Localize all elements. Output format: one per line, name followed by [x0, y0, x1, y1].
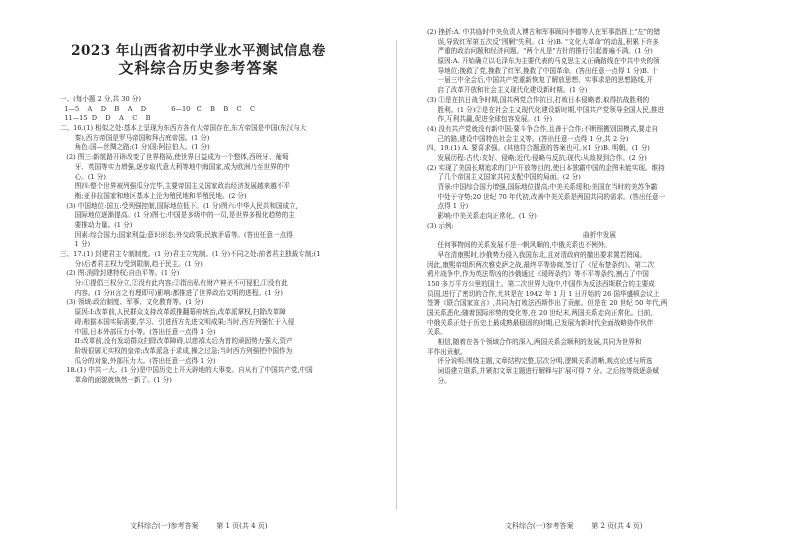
answer-line: (3) 中国地位:国五:受列强控制,国际地位低下。(1 分)图六:中华人民共和国成立, [60, 201, 298, 210]
answer-line: II:改革前,没有发动群众扫除改革障碍,以慈禧太后为首的顽固势力强大,资产 [60, 337, 293, 346]
page-right [397, 0, 794, 543]
answer-line: 国际地位逐渐提高。(1 分)图七:中国是多级中的一员,是世界多极化趋势的主 [60, 211, 295, 220]
answer-line: 关系。 [427, 328, 447, 337]
answer-line: 三、17.(1) 封建君主专制制度。(1 分)君主立宪制。(1 分)不同之处:前者君主独裁专制;(1 [60, 250, 321, 258]
answer-line: 因素:综合国力;国家利益;意识形态;外交政策;民族矛盾等。(答出任意一点得 [60, 230, 293, 239]
essay-title: 曲折中发展 [583, 231, 616, 240]
answer-line: 要推动力量。(1 分) [60, 220, 133, 229]
doc-subtitle: 文科综合历史参考答案 [118, 59, 279, 77]
right-answer-body [427, 28, 772, 386]
answer-line: 革命的面貌就焕然一新了。(1 分) [60, 375, 172, 384]
answer-line: 150 多万平方公里的国土。第二次世界大战中,中国作为反法西斯联合的主要成 [427, 279, 655, 288]
answer-line: 角色:国—丝绸之路;(1 分)国:阿拉伯人。(1 分) [60, 143, 210, 152]
answer-line: 了几个帝国主义国家共同支配中国的局面。(2 分) [427, 173, 581, 182]
answer-line: 图四:整个世界被列强瓜分完毕,主要帝国主义国家政治经济发展越来越不平 [60, 182, 290, 191]
answer-line: 分。 [427, 376, 451, 385]
answer-line: 相信,随着在各个领域合作的深入,两国关系会顺利的发展,共同为世界和 [427, 338, 642, 346]
answer-line: 瓜分的对象,外部压力大。(答出任意一点得 1 分) [60, 356, 216, 365]
answer-line: 影响:中美关系走向正常化。(1 分) [427, 212, 537, 221]
answer-line: 牙、英国等实力增强,逐步取代意大利等地中海国家,成为欧洲乃至世界的中 [60, 162, 290, 171]
answer-line: 分)后者君主权力受到限制,趋于民主。(1 分) [60, 259, 203, 268]
answer-line: 己的路,建设中国特色社会主义等。(答出任意一点得 1 分,共 2 分) [427, 134, 629, 143]
answer-line: (4) 没有共产党就没有新中国;要斗争合作,且善于合作;不断照搬别国模式,要走自 [427, 124, 659, 133]
left-footer: 文科综合(一)参考答案 第 1 页(共 4 页) [130, 522, 268, 530]
answer-line: 一届三中全会后,中国共产党重新恢复了解放思想、实事求是的思想路线,开 [427, 76, 653, 85]
answer-line: 分:①提倡三权分立,②没有此内容;②指出私有财产神圣不可侵犯,①没有此 [60, 279, 288, 288]
answer-line: 国关系恶化;随着国际形势的变化等,在 20 世纪末,两国关系走向正常化。目前, [427, 308, 653, 317]
answer-line: 碍;根据本国实际需要,学习、引进西方先进文明成果;当时,西方列强忙于入侵 [60, 317, 295, 326]
answer-line: 中国,日本外部压力小等。(答出任意一点得 1 分) [60, 327, 216, 336]
answer-line: (2) 图:消除封建特权;自由平等。(1 分) [60, 269, 180, 278]
answer-line: 误,导致红军第五次反"围剿"失利。(1 分)B. "文化大革命"的动乱,积累下许多 [427, 37, 659, 46]
answer-line: 中处于守势;20 世纪 70 年代初,改善中美关系是两国共同的需求。(答出任意一 [427, 192, 666, 201]
answer-line: 启了改革开放和社会主义现代化建设新时期。(1 分) [427, 86, 588, 95]
left-answer-body [60, 95, 390, 386]
answer-line: (2) 实现了美国长期追求的门户开放等目的,使日本独霸中国的企图未能实现。维持 [427, 163, 665, 172]
answer-line: 中俄关系正处于历史上最成熟最稳固的时期,已发展为新时代全面战略协作伙伴 [427, 318, 654, 327]
answer-line: 词语建立联系,并紧扣文章主题进行解释与扩展可得 7 分。之后按等级逐条赋 [427, 367, 659, 376]
answer-line: (3) 示例: [427, 221, 454, 230]
answer-line: 背景:中国综合国力增强,国际地位提高;中美关系缓和;美国在当时的美苏争霸 [427, 183, 658, 191]
answer-line: 阶级很孱无实权的皇帝;改革派急于求成,操之过急;当时西方列强把中国作为 [60, 346, 293, 355]
answer-line: 11—15 D D A C B [60, 114, 151, 123]
answer-line: 原因:A. 开始确立以毛泽东为主要代表的马克思主义正确路线在中共中央的领 [427, 57, 660, 66]
answer-line: (3) 领域:政治制度、军事、文化教育等。(1 分) [60, 298, 204, 307]
answer-line: 原因:I:改革前,人民群众支持改革派推翻幕府统治,改革派掌权,扫除改革障 [60, 308, 286, 317]
answer-line: 平作出贡献。 [427, 347, 467, 356]
doc-title: 2023 年山西省初中学业水平测试信息卷 [71, 43, 326, 59]
answer-line: 一、(每小题 2 分,共 30 分) [60, 95, 141, 103]
answer-line: 秦),西方帝国是罗马帝国和拜占庭帝国。(1 分) [60, 133, 210, 142]
answer-line: (2) 挫折:A. 中共临时中央负责人博古和军事顾问李德等人在军事指挥上"左"的错 [427, 28, 661, 36]
answer-line: 二、16.(1) 相似之处:基本上呈现为东西方各有大帝国存在,东方帝国是中国(东汉与大 [60, 124, 307, 133]
answer-line: 胜利。(1 分)②是在社会主义现代化建设新时期,中国共产党领导全国人民,推进 [427, 105, 665, 114]
answer-line: 任何事物间的关系发展不是一帆风顺的,中俄关系也不例外。 [427, 241, 612, 250]
right-footer: 文科综合(一)参考答案 第 2 页(共 4 页) [505, 522, 643, 530]
answer-line: 作,互利共赢,促进全球包容发展。(1 分) [427, 115, 553, 124]
answer-line: 点得 1 分) [427, 202, 469, 211]
answer-line: (3) ①是在抗日战争时期,国共两党合作抗日,打败日本侵略者,取得抗战胜利的 [427, 95, 650, 104]
answer-line: 发展历程:古代:友好、侵略;近代:侵略与反抗;现代:从敌视到合作。(2 分) [427, 153, 647, 162]
answer-line: 评分说明:围绕主题,文章结构完整,层次分明,逻辑关系清晰,观点论述与所选 [427, 357, 653, 366]
answer-line: 导地位;挽救了党,挽救了红军,挽救了中国革命。(答出任意一点得 1 分)B. 十 [427, 66, 658, 75]
answer-line: 18.(1) 中共一大。(1 分)是中国历史上开天辟地的大事变。自从有了中国共产党,中国 [60, 366, 313, 375]
answer-line: 衡;亚非拉国家和地区基本上沦为殖民地和半殖民地。(2 分) [60, 191, 247, 200]
answer-line: 1—5 A D B A D 6—10 C B B C C [60, 104, 256, 113]
answer-line: 员国,进行了密切的合作,尤其是在 1942 年 1 月 1 日开始的 26 国华盛顿会议上 [427, 289, 660, 298]
answer-line: (2) 图三:新航路开辟改变了世界格局,使世界日益成为一个整体,西班牙、葡萄 [60, 153, 289, 162]
answer-line: 内容。(1 分)(言之有理即可)影响:都推进了世界政治文明的进程。(1 分) [60, 288, 283, 297]
answer-line: 早在清康熙时,沙俄势力侵入我国东北,且对清政府的撤出要求置若罔闻。 [427, 250, 647, 259]
answer-line: 鸦片战争中,作为英法帮凶的沙俄通过《瑷珲条约》等不平等条约,割占了中国 [427, 270, 649, 279]
answer-line: 严重的政治问题和经济问题。"两个凡是"方针的推行引起普遍不满。(1 分) [427, 47, 653, 56]
answer-line: 因此,康熙帝组织两次雅克萨之战,最终平等协商,签订了《尼布楚条约》。第二次 [427, 260, 655, 269]
answer-line: 四、19.(1) A. 要喜求强。(其他符合题意的答案也可。)(1 分)B. 明朝。(1 分) [427, 144, 650, 153]
answer-line: 1 分) [60, 240, 91, 249]
answer-line: 签署《联合国家宣言》,共同为打败法西斯作出了贡献。但是在 20 世纪 50 年代,两 [427, 299, 668, 308]
answer-line: 心。(1 分) [60, 172, 106, 181]
